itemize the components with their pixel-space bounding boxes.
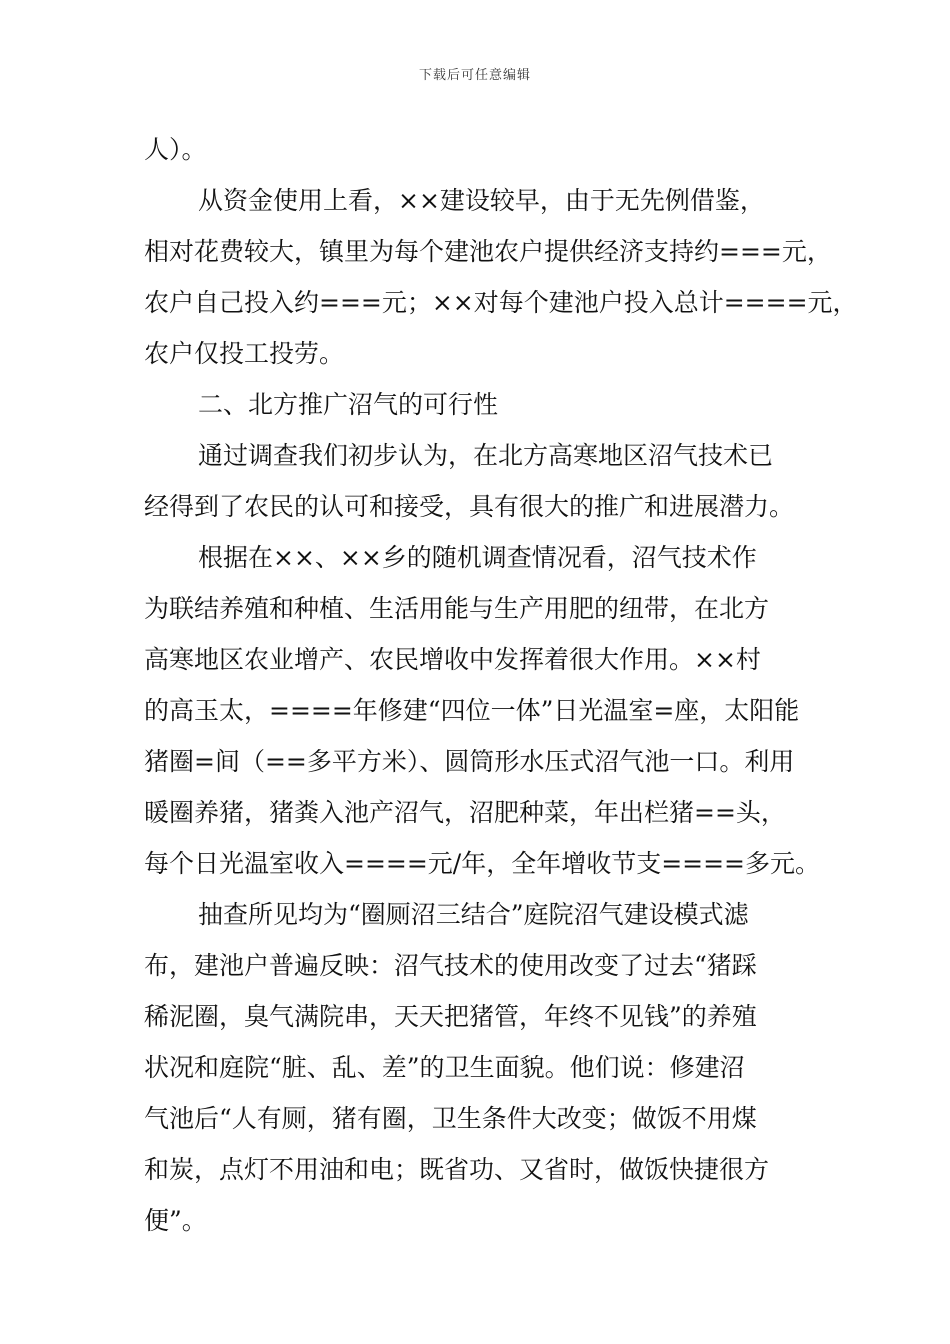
text-line: 暖圈养猪，猪粪入池产沼气，沼肥种菜，年出栏猪==头， bbox=[144, 798, 786, 827]
paragraph-start-line: 通过调查我们初步认为，在北方高寒地区沼气技术已 bbox=[198, 441, 774, 470]
text-line: 经得到了农民的认可和接受，具有很大的推广和进展潜力。 bbox=[144, 492, 795, 521]
text-line: 高寒地区农业增产、农民增收中发挥着很大作用。××村 bbox=[144, 645, 761, 674]
text-line: 为联结养殖和种植、生活用能与生产用肥的纽带，在北方 bbox=[144, 594, 770, 623]
text-line: 人）。 bbox=[144, 135, 207, 164]
text-line: 气池后“人有厕，猪有圈，卫生条件大改变；做饭不用煤 bbox=[144, 1104, 757, 1133]
text-line: 便”。 bbox=[144, 1206, 207, 1235]
paragraph-start-line: 从资金使用上看，××建设较早，由于无先例借鉴， bbox=[198, 186, 765, 215]
text-line: 的高玉太，====年修建“四位一体”日光温室=座，太阳能 bbox=[144, 696, 800, 725]
text-line: 稀泥圈，臭气满院串，天天把猪管，年终不见钱”的养殖 bbox=[144, 1002, 757, 1031]
text-line: 猪圈=间（==多平方米）、圆筒形水压式沼气池一口。利用 bbox=[144, 747, 795, 776]
text-line: 每个日光温室收入====元/年，全年增收节支====多元。 bbox=[144, 849, 821, 878]
paragraph-start-line: 根据在××、××乡的随机调查情况看，沼气技术作 bbox=[198, 543, 757, 572]
header-note: 下载后可任意编辑 bbox=[418, 68, 531, 83]
text-line: 布，建池户普遍反映：沼气技术的使用改变了过去“猪踩 bbox=[144, 951, 757, 980]
text-line: 状况和庭院“脏、乱、差”的卫生面貌。他们说：修建沼 bbox=[144, 1053, 745, 1082]
section-heading: 二、北方推广沼气的可行性 bbox=[198, 390, 499, 419]
document-body bbox=[144, 124, 858, 1246]
text-line: 农户自己投入约===元；××对每个建池户投入总计====元， bbox=[144, 288, 858, 317]
text-line: 和炭，点灯不用油和电；既省功、又省时，做饭快捷很方 bbox=[144, 1155, 770, 1184]
text-line: 相对花费较大，镇里为每个建池农户提供经济支持约===元， bbox=[144, 237, 832, 266]
paragraph-start-line: 抽查所见均为“圈厕沼三结合”庭院沼气建设模式滤 bbox=[198, 900, 749, 929]
text-line: 农户仅投工投劳。 bbox=[144, 339, 345, 368]
